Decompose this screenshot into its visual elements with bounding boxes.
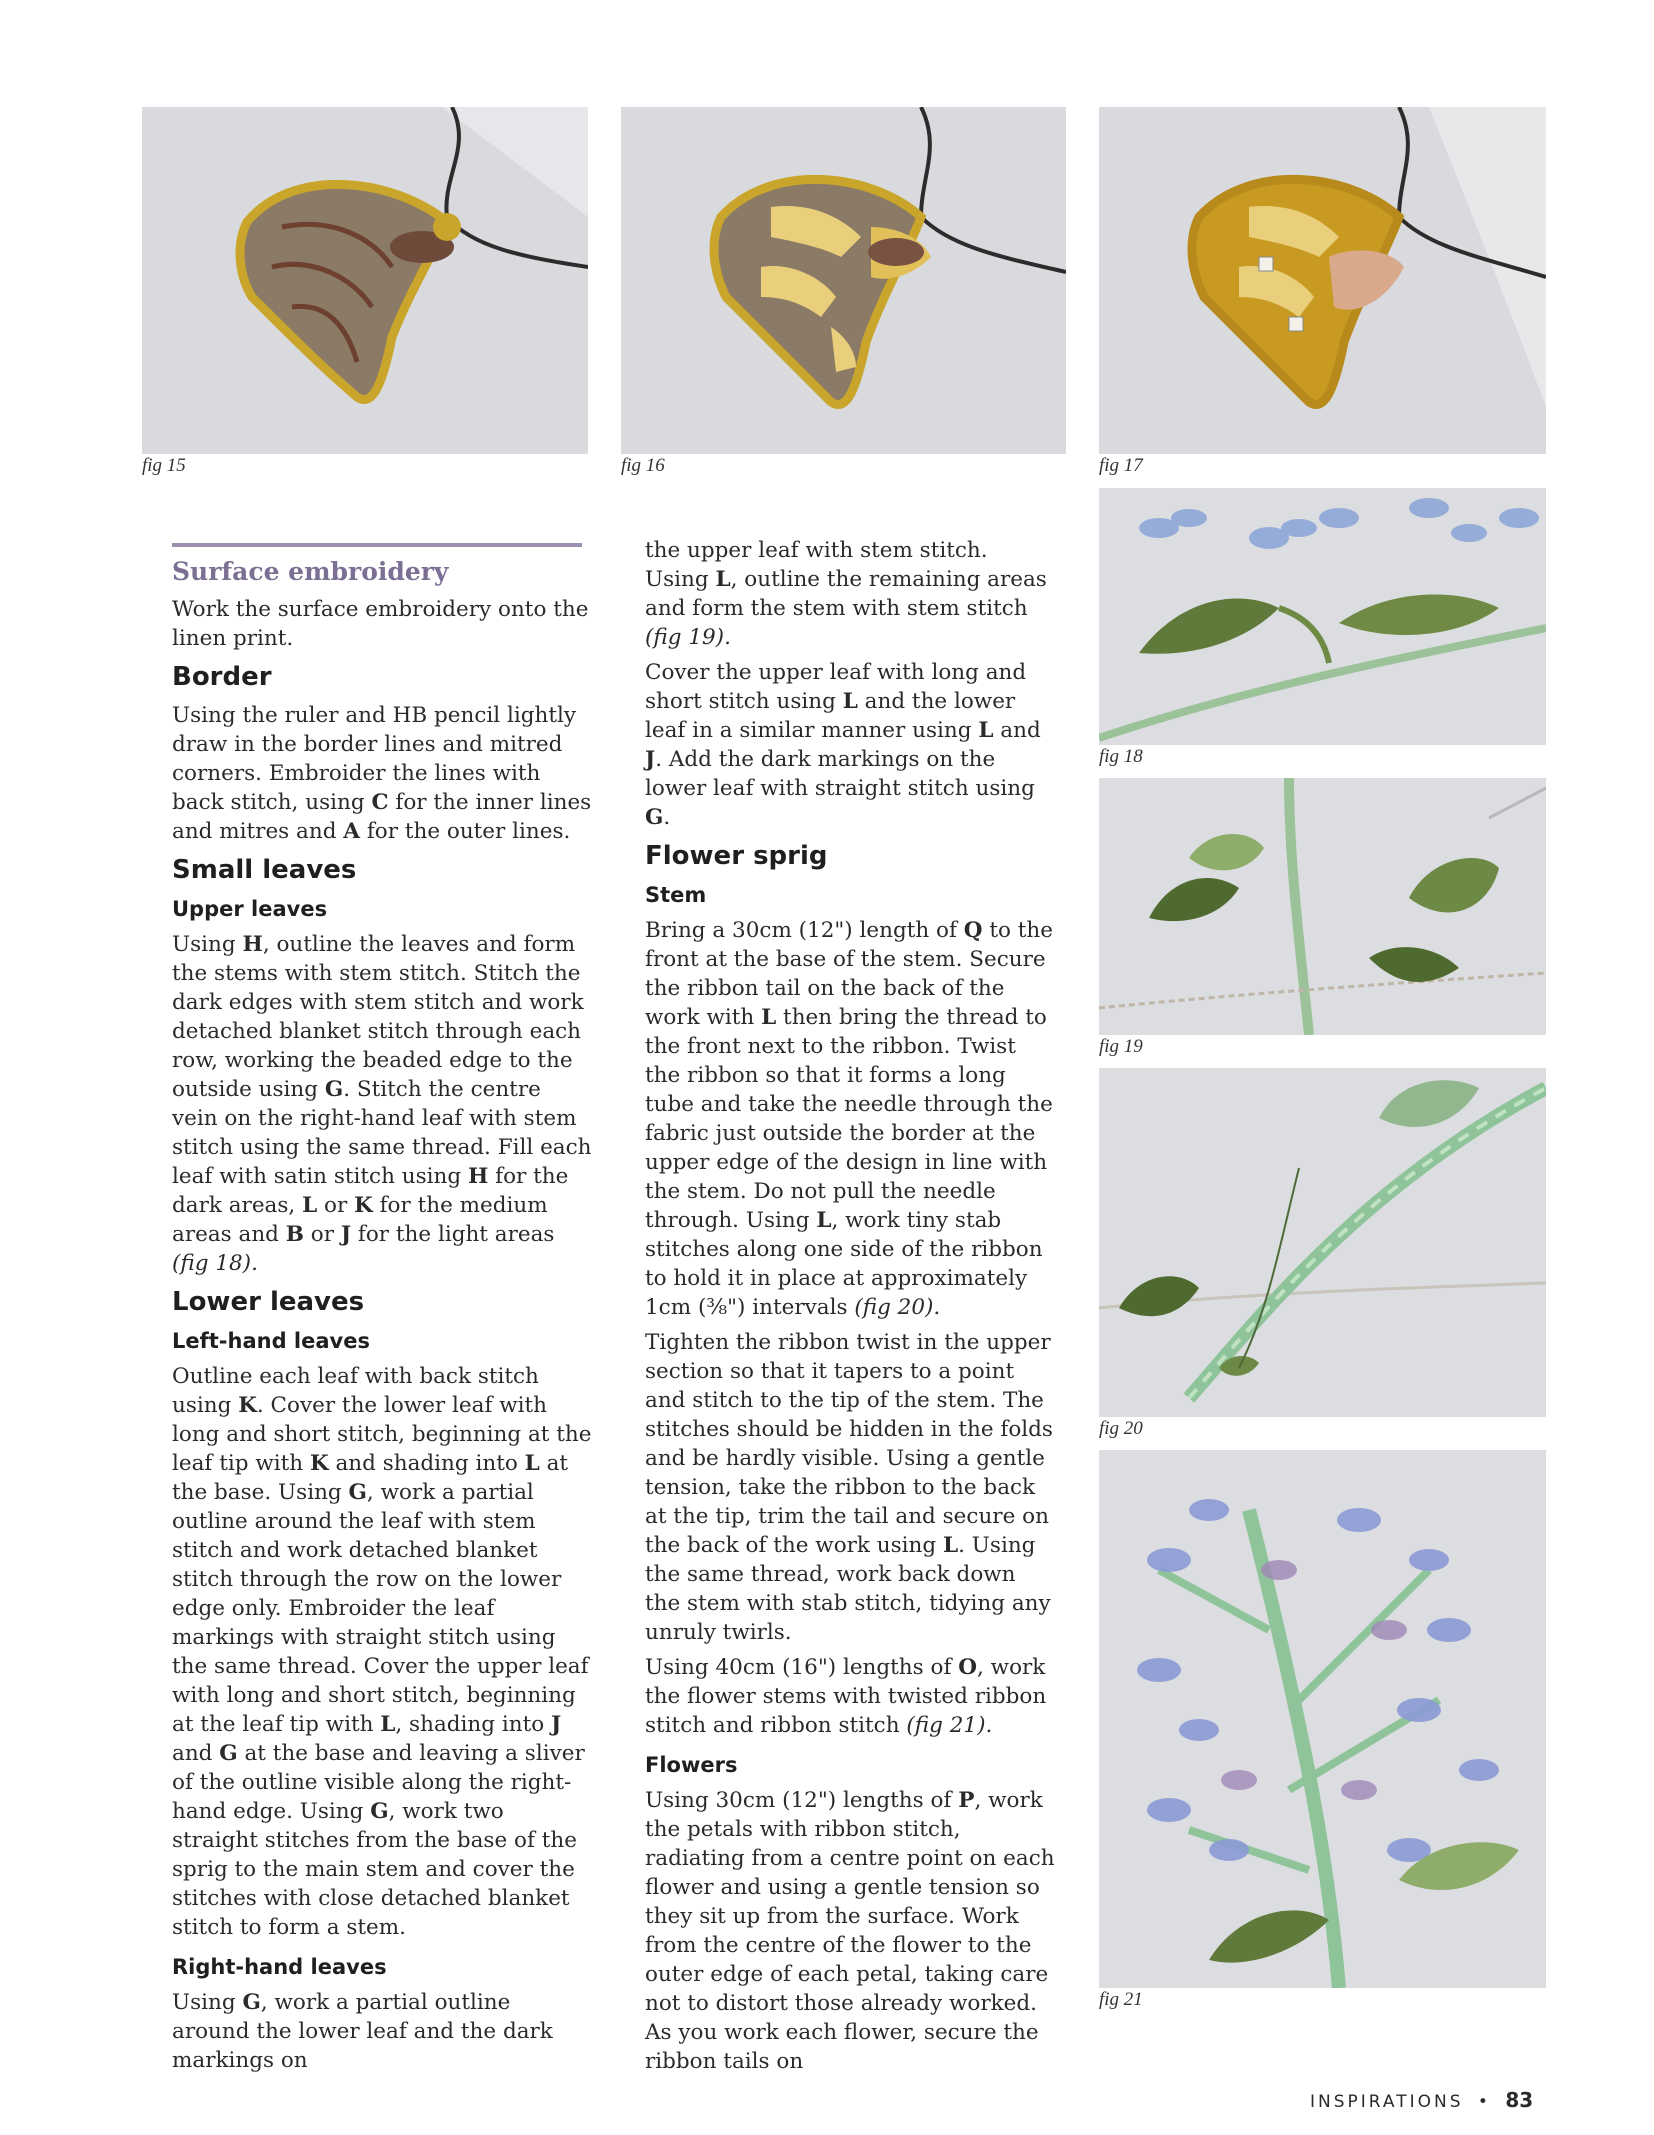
- flower-sprig-heading: Flower sprig: [645, 841, 828, 871]
- lilac-flowers-image: [1099, 1450, 1546, 1988]
- moth-stage3-image: [1099, 107, 1546, 454]
- right-hand-leaves-paragraph: Using G, work a partial outline around the lower leaf and the dark markings on: [172, 1990, 553, 2073]
- column-2: [645, 536, 1055, 2082]
- fig16-photo: [621, 107, 1066, 454]
- fig21-caption: fig 21: [1099, 1989, 1143, 2010]
- right-hand-leaves-heading: Right-hand leaves: [172, 1955, 387, 1979]
- section-rule: [172, 543, 582, 547]
- fig18-caption: fig 18: [1099, 746, 1143, 767]
- surface-embroidery-heading: Surface embroidery: [172, 557, 449, 586]
- stem-heading: Stem: [645, 883, 707, 907]
- upper-leaves-paragraph: Using H, outline the leaves and form the stems with stem stitch. Stitch the dark edges with stem stitch and work detached blanket stitch through each row, working the beaded edge to the outside using G. Stitch the centre vein on the right-hand leaf with stem stitch using the same thread. Fill each leaf with satin stitch using H for the dark areas, L or K for the medium areas and B or J for the light areas (fig 18).: [172, 932, 592, 1276]
- fig19-caption: fig 19: [1099, 1036, 1143, 1057]
- lower-leaves-image: [1099, 778, 1546, 1035]
- surface-paragraph: Work the surface embroidery onto the linen print.: [172, 597, 589, 651]
- fig17-photo: [1099, 107, 1546, 454]
- upper-leaves-image: [1099, 488, 1546, 745]
- fig15-caption: fig 15: [142, 455, 186, 476]
- fig17-caption: fig 17: [1099, 455, 1143, 476]
- stem-paragraph: Bring a 30cm (12") length of Q to the front at the base of the stem. Secure the ribbon tail on the back of the work with L then bring the thread to the front next to the ribbon. Twist the ribbon so that it forms a long tube and take the needle through the fabric just outside the border at the upper edge of the design in line with the stem. Do not pull the needle through. Using L, work tiny stab stitches along one side of the ribbon to hold it in place at approximately 1cm (³⁄₈") intervals (fig 20).: [645, 918, 1053, 1320]
- fig21-photo: [1099, 1450, 1546, 1988]
- upper-leaves-heading: Upper leaves: [172, 897, 328, 921]
- flowers-paragraph: Using 30cm (12") lengths of P, work the petals with ribbon stitch, radiating from a centre point on each flower and using a gentle tension so they sit up from the surface. Work from the centre of the flower to the outer edge of each petal, taking care not to distort those already worked. As you work each flower, secure the ribbon tails on: [645, 1788, 1055, 2074]
- flower-stems-paragraph: Using 40cm (16") lengths of O, work the flower stems with twisted ribbon stitch and ribbon stitch (fig 21).: [645, 1655, 1047, 1738]
- border-heading: Border: [172, 662, 272, 692]
- fig16-caption: fig 16: [621, 455, 665, 476]
- column2-paragraph-1: the upper leaf with stem stitch. Using L, outline the remaining areas and form the stem with stem stitch (fig 19).: [645, 538, 1047, 650]
- border-paragraph: Using the ruler and HB pencil lightly draw in the border lines and mitred corners. Embroider the lines with back stitch, using C for the inner lines and mitres and A for the outer lines.: [172, 703, 592, 844]
- lower-leaves-heading: Lower leaves: [172, 1287, 365, 1317]
- ribbon-stem-image: [1099, 1068, 1546, 1417]
- column-1: [172, 555, 592, 2081]
- footer-bullet: •: [1477, 2092, 1491, 2112]
- left-hand-leaves-heading: Left-hand leaves: [172, 1329, 370, 1353]
- fig20-caption: fig 20: [1099, 1418, 1143, 1439]
- left-hand-leaves-paragraph: Outline each leaf with back stitch using K. Cover the lower leaf with long and short stitch, beginning at the leaf tip with K and shading into L at the base. Using G, work a partial outline around the leaf with stem stitch and work detached blanket stitch through the row on the lower edge only. Embroider the leaf markings with straight stitch using the same thread. Cover the upper leaf with long and short stitch, beginning at the leaf tip with L, shading into J and G at the base and leaving a sliver of the outline visible along the right-hand edge. Using G, work two straight stitches from the base of the sprig to the main stem and cover the stitches with close detached blanket stitch to form a stem.: [172, 1364, 592, 1940]
- footer-section: INSPIRATIONS: [1310, 2092, 1464, 2112]
- page-footer: [1310, 2088, 1533, 2112]
- moth-stage2-image: [621, 107, 1066, 454]
- small-leaves-heading: Small leaves: [172, 855, 357, 885]
- fig19-photo: [1099, 778, 1546, 1035]
- flowers-heading: Flowers: [645, 1753, 738, 1777]
- moth-stage1-image: [142, 107, 588, 454]
- column2-paragraph-2: Cover the upper leaf with long and short stitch using L and the lower leaf in a similar manner using L and J. Add the dark markings on the lower leaf with straight stitch using G.: [645, 660, 1041, 830]
- tighten-paragraph: Tighten the ribbon twist in the upper section so that it tapers to a point and stitch to the tip of the stem. The stitches should be hidden in the folds and be hardly visible. Using a gentle tension, take the ribbon to the back at the tip, trim the tail and secure on the back of the work using L. Using the same thread, work back down the stem with stab stitch, tidying any unruly twirls.: [645, 1330, 1053, 1645]
- fig20-photo: [1099, 1068, 1546, 1417]
- fig15-photo: [142, 107, 588, 454]
- page-number: 83: [1505, 2088, 1534, 2112]
- fig18-photo: [1099, 488, 1546, 745]
